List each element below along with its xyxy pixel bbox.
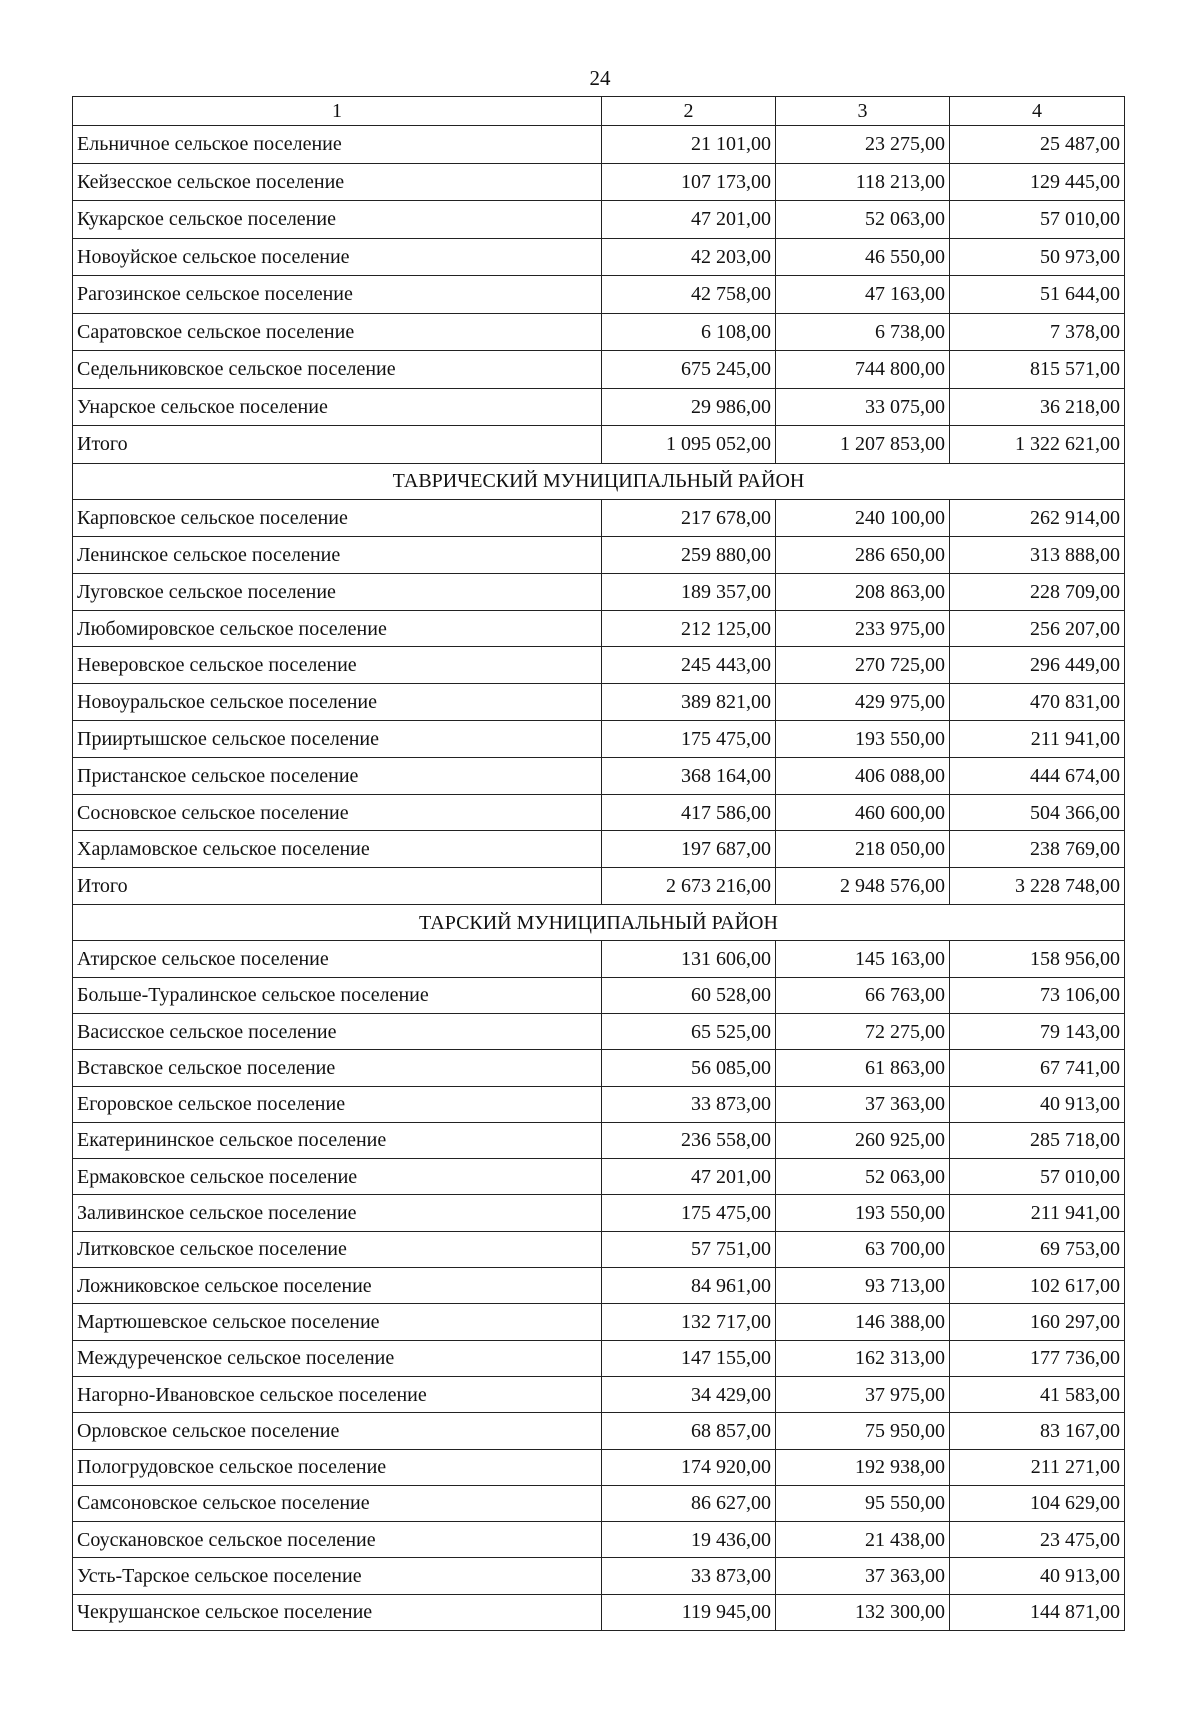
value-column-4-cell: 470 831,00 — [950, 684, 1125, 721]
value-column-3-cell: 47 163,00 — [776, 276, 950, 314]
value-column-3-cell: 95 550,00 — [776, 1485, 950, 1521]
value-column-3-cell: 132 300,00 — [776, 1594, 950, 1630]
value-column-3-cell: 72 275,00 — [776, 1013, 950, 1049]
value-column-3-cell: 1 207 853,00 — [776, 426, 950, 464]
value-column-2-cell: 217 678,00 — [602, 500, 776, 537]
value-column-3-cell: 37 975,00 — [776, 1376, 950, 1412]
value-column-4-cell: 211 271,00 — [950, 1449, 1125, 1485]
column-number-2: 2 — [602, 97, 776, 126]
value-column-3-cell: 193 550,00 — [776, 1195, 950, 1231]
value-column-3-cell: 61 863,00 — [776, 1050, 950, 1086]
value-column-3-cell: 744 800,00 — [776, 351, 950, 389]
table-row — [73, 610, 1125, 647]
page-number: 24 — [589, 66, 611, 90]
value-column-4-cell: 262 914,00 — [950, 500, 1125, 537]
value-column-2-cell: 86 627,00 — [602, 1485, 776, 1521]
value-column-4-cell: 79 143,00 — [950, 1013, 1125, 1049]
settlement-name-cell: Усть-Тарское сельское поселение — [73, 1558, 602, 1594]
value-column-2-cell: 236 558,00 — [602, 1122, 776, 1158]
value-column-3-cell: 233 975,00 — [776, 610, 950, 647]
settlement-name-cell: Прииртышское сельское поселение — [73, 721, 602, 758]
table-row — [73, 941, 1125, 977]
table-row — [73, 388, 1125, 426]
table-row — [73, 977, 1125, 1013]
value-column-3-cell: 2 948 576,00 — [776, 868, 950, 905]
value-column-4-cell: 7 378,00 — [950, 313, 1125, 351]
value-column-3-cell: 21 438,00 — [776, 1522, 950, 1558]
value-column-4-cell: 104 629,00 — [950, 1485, 1125, 1521]
value-column-2-cell: 417 586,00 — [602, 794, 776, 831]
value-column-3-cell: 429 975,00 — [776, 684, 950, 721]
value-column-3-cell: 118 213,00 — [776, 163, 950, 201]
settlement-name-cell: Больше-Туралинское сельское поселение — [73, 977, 602, 1013]
value-column-2-cell: 119 945,00 — [602, 1594, 776, 1630]
value-column-4-cell: 40 913,00 — [950, 1558, 1125, 1594]
table-row — [73, 573, 1125, 610]
column-number-1: 1 — [73, 97, 602, 126]
settlement-name-cell: Пологрудовское сельское поселение — [73, 1449, 602, 1485]
value-column-3-cell: 33 075,00 — [776, 388, 950, 426]
value-column-3-cell: 63 700,00 — [776, 1231, 950, 1267]
value-column-2-cell: 42 758,00 — [602, 276, 776, 314]
table-row — [73, 276, 1125, 314]
value-column-2-cell: 47 201,00 — [602, 1159, 776, 1195]
table-row — [73, 313, 1125, 351]
settlement-name-cell: Кукарское сельское поселение — [73, 201, 602, 239]
value-column-4-cell: 160 297,00 — [950, 1304, 1125, 1340]
value-column-4-cell: 313 888,00 — [950, 537, 1125, 574]
district-title: ТАВРИЧЕСКИЙ МУНИЦИПАЛЬНЫЙ РАЙОН — [73, 463, 1125, 500]
value-column-2-cell: 84 961,00 — [602, 1268, 776, 1304]
table-row — [73, 1522, 1125, 1558]
settlement-name-cell: Рагозинское сельское поселение — [73, 276, 602, 314]
settlement-name-cell: Нагорно-Ивановское сельское поселение — [73, 1376, 602, 1412]
value-column-3-cell: 52 063,00 — [776, 201, 950, 239]
value-column-3-cell: 260 925,00 — [776, 1122, 950, 1158]
value-column-2-cell: 33 873,00 — [602, 1558, 776, 1594]
value-column-2-cell: 174 920,00 — [602, 1449, 776, 1485]
value-column-2-cell: 259 880,00 — [602, 537, 776, 574]
value-column-4-cell: 57 010,00 — [950, 1159, 1125, 1195]
value-column-4-cell: 144 871,00 — [950, 1594, 1125, 1630]
table-row — [73, 1413, 1125, 1449]
table-row — [73, 794, 1125, 831]
settlement-name-cell: Самсоновское сельское поселение — [73, 1485, 602, 1521]
table-row — [73, 500, 1125, 537]
value-column-4-cell: 23 475,00 — [950, 1522, 1125, 1558]
settlement-name-cell: Ельничное сельское поселение — [73, 126, 602, 164]
value-column-3-cell: 208 863,00 — [776, 573, 950, 610]
value-column-4-cell: 256 207,00 — [950, 610, 1125, 647]
settlement-name-cell: Карповское сельское поселение — [73, 500, 602, 537]
table-row — [73, 1086, 1125, 1122]
value-column-2-cell: 6 108,00 — [602, 313, 776, 351]
value-column-4-cell: 285 718,00 — [950, 1122, 1125, 1158]
value-column-4-cell: 504 366,00 — [950, 794, 1125, 831]
table-row — [73, 351, 1125, 389]
settlement-name-cell: Ленинское сельское поселение — [73, 537, 602, 574]
value-column-4-cell: 158 956,00 — [950, 941, 1125, 977]
column-number-header-row — [73, 97, 1125, 126]
settlement-name-cell: Любомировское сельское поселение — [73, 610, 602, 647]
value-column-4-cell: 3 228 748,00 — [950, 868, 1125, 905]
value-column-4-cell: 67 741,00 — [950, 1050, 1125, 1086]
table-row — [73, 1231, 1125, 1267]
value-column-3-cell: 6 738,00 — [776, 313, 950, 351]
settlement-name-cell: Егоровское сельское поселение — [73, 1086, 602, 1122]
value-column-3-cell: 460 600,00 — [776, 794, 950, 831]
value-column-4-cell: 25 487,00 — [950, 126, 1125, 164]
table-row — [73, 831, 1125, 868]
value-column-3-cell: 37 363,00 — [776, 1086, 950, 1122]
settlement-name-cell: Мартюшевское сельское поселение — [73, 1304, 602, 1340]
table-row — [73, 1304, 1125, 1340]
value-column-2-cell: 34 429,00 — [602, 1376, 776, 1412]
value-column-2-cell: 19 436,00 — [602, 1522, 776, 1558]
value-column-2-cell: 675 245,00 — [602, 351, 776, 389]
value-column-4-cell: 177 736,00 — [950, 1340, 1125, 1376]
value-column-4-cell: 50 973,00 — [950, 238, 1125, 276]
table-row — [73, 163, 1125, 201]
table-row — [73, 1485, 1125, 1521]
settlement-name-cell: Унарское сельское поселение — [73, 388, 602, 426]
value-column-4-cell: 815 571,00 — [950, 351, 1125, 389]
value-column-2-cell: 107 173,00 — [602, 163, 776, 201]
table-row — [73, 647, 1125, 684]
settlement-name-cell: Саратовское сельское поселение — [73, 313, 602, 351]
table-row — [73, 238, 1125, 276]
settlement-name-cell: Васисское сельское поселение — [73, 1013, 602, 1049]
value-column-4-cell: 444 674,00 — [950, 757, 1125, 794]
table-row — [73, 1050, 1125, 1086]
value-column-4-cell: 211 941,00 — [950, 1195, 1125, 1231]
column-number-4: 4 — [950, 97, 1125, 126]
value-column-2-cell: 60 528,00 — [602, 977, 776, 1013]
value-column-3-cell: 93 713,00 — [776, 1268, 950, 1304]
value-column-4-cell: 69 753,00 — [950, 1231, 1125, 1267]
settlement-name-cell: Орловское сельское поселение — [73, 1413, 602, 1449]
value-column-2-cell: 175 475,00 — [602, 1195, 776, 1231]
settlement-name-cell: Новоуральское сельское поселение — [73, 684, 602, 721]
value-column-2-cell: 132 717,00 — [602, 1304, 776, 1340]
settlement-name-cell: Кейзесское сельское поселение — [73, 163, 602, 201]
settlement-name-cell: Ермаковское сельское поселение — [73, 1159, 602, 1195]
value-column-2-cell: 1 095 052,00 — [602, 426, 776, 464]
table-row — [73, 1594, 1125, 1630]
total-row — [73, 868, 1125, 905]
value-column-4-cell: 296 449,00 — [950, 647, 1125, 684]
settlement-name-cell: Екатерининское сельское поселение — [73, 1122, 602, 1158]
value-column-4-cell: 73 106,00 — [950, 977, 1125, 1013]
value-column-2-cell: 147 155,00 — [602, 1340, 776, 1376]
value-column-4-cell: 51 644,00 — [950, 276, 1125, 314]
value-column-3-cell: 52 063,00 — [776, 1159, 950, 1195]
settlement-name-cell: Итого — [73, 868, 602, 905]
value-column-2-cell: 68 857,00 — [602, 1413, 776, 1449]
value-column-2-cell: 197 687,00 — [602, 831, 776, 868]
value-column-3-cell: 193 550,00 — [776, 721, 950, 758]
value-column-3-cell: 75 950,00 — [776, 1413, 950, 1449]
settlement-name-cell: Новоуйское сельское поселение — [73, 238, 602, 276]
value-column-3-cell: 162 313,00 — [776, 1340, 950, 1376]
district-header-row — [73, 905, 1125, 941]
value-column-2-cell: 57 751,00 — [602, 1231, 776, 1267]
value-column-3-cell: 192 938,00 — [776, 1449, 950, 1485]
value-column-2-cell: 189 357,00 — [602, 573, 776, 610]
value-column-4-cell: 211 941,00 — [950, 721, 1125, 758]
settlement-name-cell: Неверовское сельское поселение — [73, 647, 602, 684]
table-row — [73, 537, 1125, 574]
table-row — [73, 1013, 1125, 1049]
settlement-name-cell: Седельниковское сельское поселение — [73, 351, 602, 389]
value-column-2-cell: 389 821,00 — [602, 684, 776, 721]
data-table — [72, 96, 1125, 1631]
value-column-4-cell: 1 322 621,00 — [950, 426, 1125, 464]
settlement-name-cell: Сосновское сельское поселение — [73, 794, 602, 831]
value-column-4-cell: 238 769,00 — [950, 831, 1125, 868]
table-row — [73, 1558, 1125, 1594]
settlement-name-cell: Литковское сельское поселение — [73, 1231, 602, 1267]
value-column-2-cell: 33 873,00 — [602, 1086, 776, 1122]
table-row — [73, 1268, 1125, 1304]
settlement-name-cell: Пристанское сельское поселение — [73, 757, 602, 794]
value-column-2-cell: 212 125,00 — [602, 610, 776, 647]
value-column-3-cell: 146 388,00 — [776, 1304, 950, 1340]
value-column-3-cell: 46 550,00 — [776, 238, 950, 276]
value-column-2-cell: 21 101,00 — [602, 126, 776, 164]
settlement-name-cell: Вставское сельское поселение — [73, 1050, 602, 1086]
value-column-2-cell: 42 203,00 — [602, 238, 776, 276]
table-row — [73, 201, 1125, 239]
value-column-3-cell: 23 275,00 — [776, 126, 950, 164]
settlement-name-cell: Атирское сельское поселение — [73, 941, 602, 977]
settlement-name-cell: Заливинское сельское поселение — [73, 1195, 602, 1231]
value-column-3-cell: 66 763,00 — [776, 977, 950, 1013]
value-column-2-cell: 368 164,00 — [602, 757, 776, 794]
table-row — [73, 1340, 1125, 1376]
table-row — [73, 721, 1125, 758]
value-column-4-cell: 36 218,00 — [950, 388, 1125, 426]
value-column-4-cell: 83 167,00 — [950, 1413, 1125, 1449]
value-column-4-cell: 41 583,00 — [950, 1376, 1125, 1412]
value-column-2-cell: 245 443,00 — [602, 647, 776, 684]
value-column-3-cell: 37 363,00 — [776, 1558, 950, 1594]
value-column-4-cell: 57 010,00 — [950, 201, 1125, 239]
table-row — [73, 757, 1125, 794]
value-column-3-cell: 218 050,00 — [776, 831, 950, 868]
value-column-3-cell: 240 100,00 — [776, 500, 950, 537]
value-column-2-cell: 131 606,00 — [602, 941, 776, 977]
value-column-2-cell: 56 085,00 — [602, 1050, 776, 1086]
value-column-3-cell: 270 725,00 — [776, 647, 950, 684]
table-row — [73, 684, 1125, 721]
value-column-4-cell: 102 617,00 — [950, 1268, 1125, 1304]
table-row — [73, 1376, 1125, 1412]
value-column-2-cell: 2 673 216,00 — [602, 868, 776, 905]
value-column-2-cell: 47 201,00 — [602, 201, 776, 239]
table-row — [73, 1159, 1125, 1195]
settlement-name-cell: Междуреченское сельское поселение — [73, 1340, 602, 1376]
table-row — [73, 1449, 1125, 1485]
value-column-4-cell: 40 913,00 — [950, 1086, 1125, 1122]
value-column-3-cell: 286 650,00 — [776, 537, 950, 574]
settlement-name-cell: Соускановское сельское поселение — [73, 1522, 602, 1558]
value-column-3-cell: 406 088,00 — [776, 757, 950, 794]
table-body — [73, 97, 1125, 1631]
table-row — [73, 126, 1125, 164]
value-column-2-cell: 175 475,00 — [602, 721, 776, 758]
table-row — [73, 1195, 1125, 1231]
value-column-4-cell: 129 445,00 — [950, 163, 1125, 201]
settlement-name-cell: Итого — [73, 426, 602, 464]
settlement-name-cell: Харламовское сельское поселение — [73, 831, 602, 868]
value-column-3-cell: 145 163,00 — [776, 941, 950, 977]
district-header-row — [73, 463, 1125, 500]
value-column-4-cell: 228 709,00 — [950, 573, 1125, 610]
settlement-name-cell: Ложниковское сельское поселение — [73, 1268, 602, 1304]
settlement-name-cell: Чекрушанское сельское поселение — [73, 1594, 602, 1630]
total-row — [73, 426, 1125, 464]
table-row — [73, 1122, 1125, 1158]
district-title: ТАРСКИЙ МУНИЦИПАЛЬНЫЙ РАЙОН — [73, 905, 1125, 941]
value-column-2-cell: 29 986,00 — [602, 388, 776, 426]
value-column-2-cell: 65 525,00 — [602, 1013, 776, 1049]
column-number-3: 3 — [776, 97, 950, 126]
settlement-name-cell: Луговское сельское поселение — [73, 573, 602, 610]
